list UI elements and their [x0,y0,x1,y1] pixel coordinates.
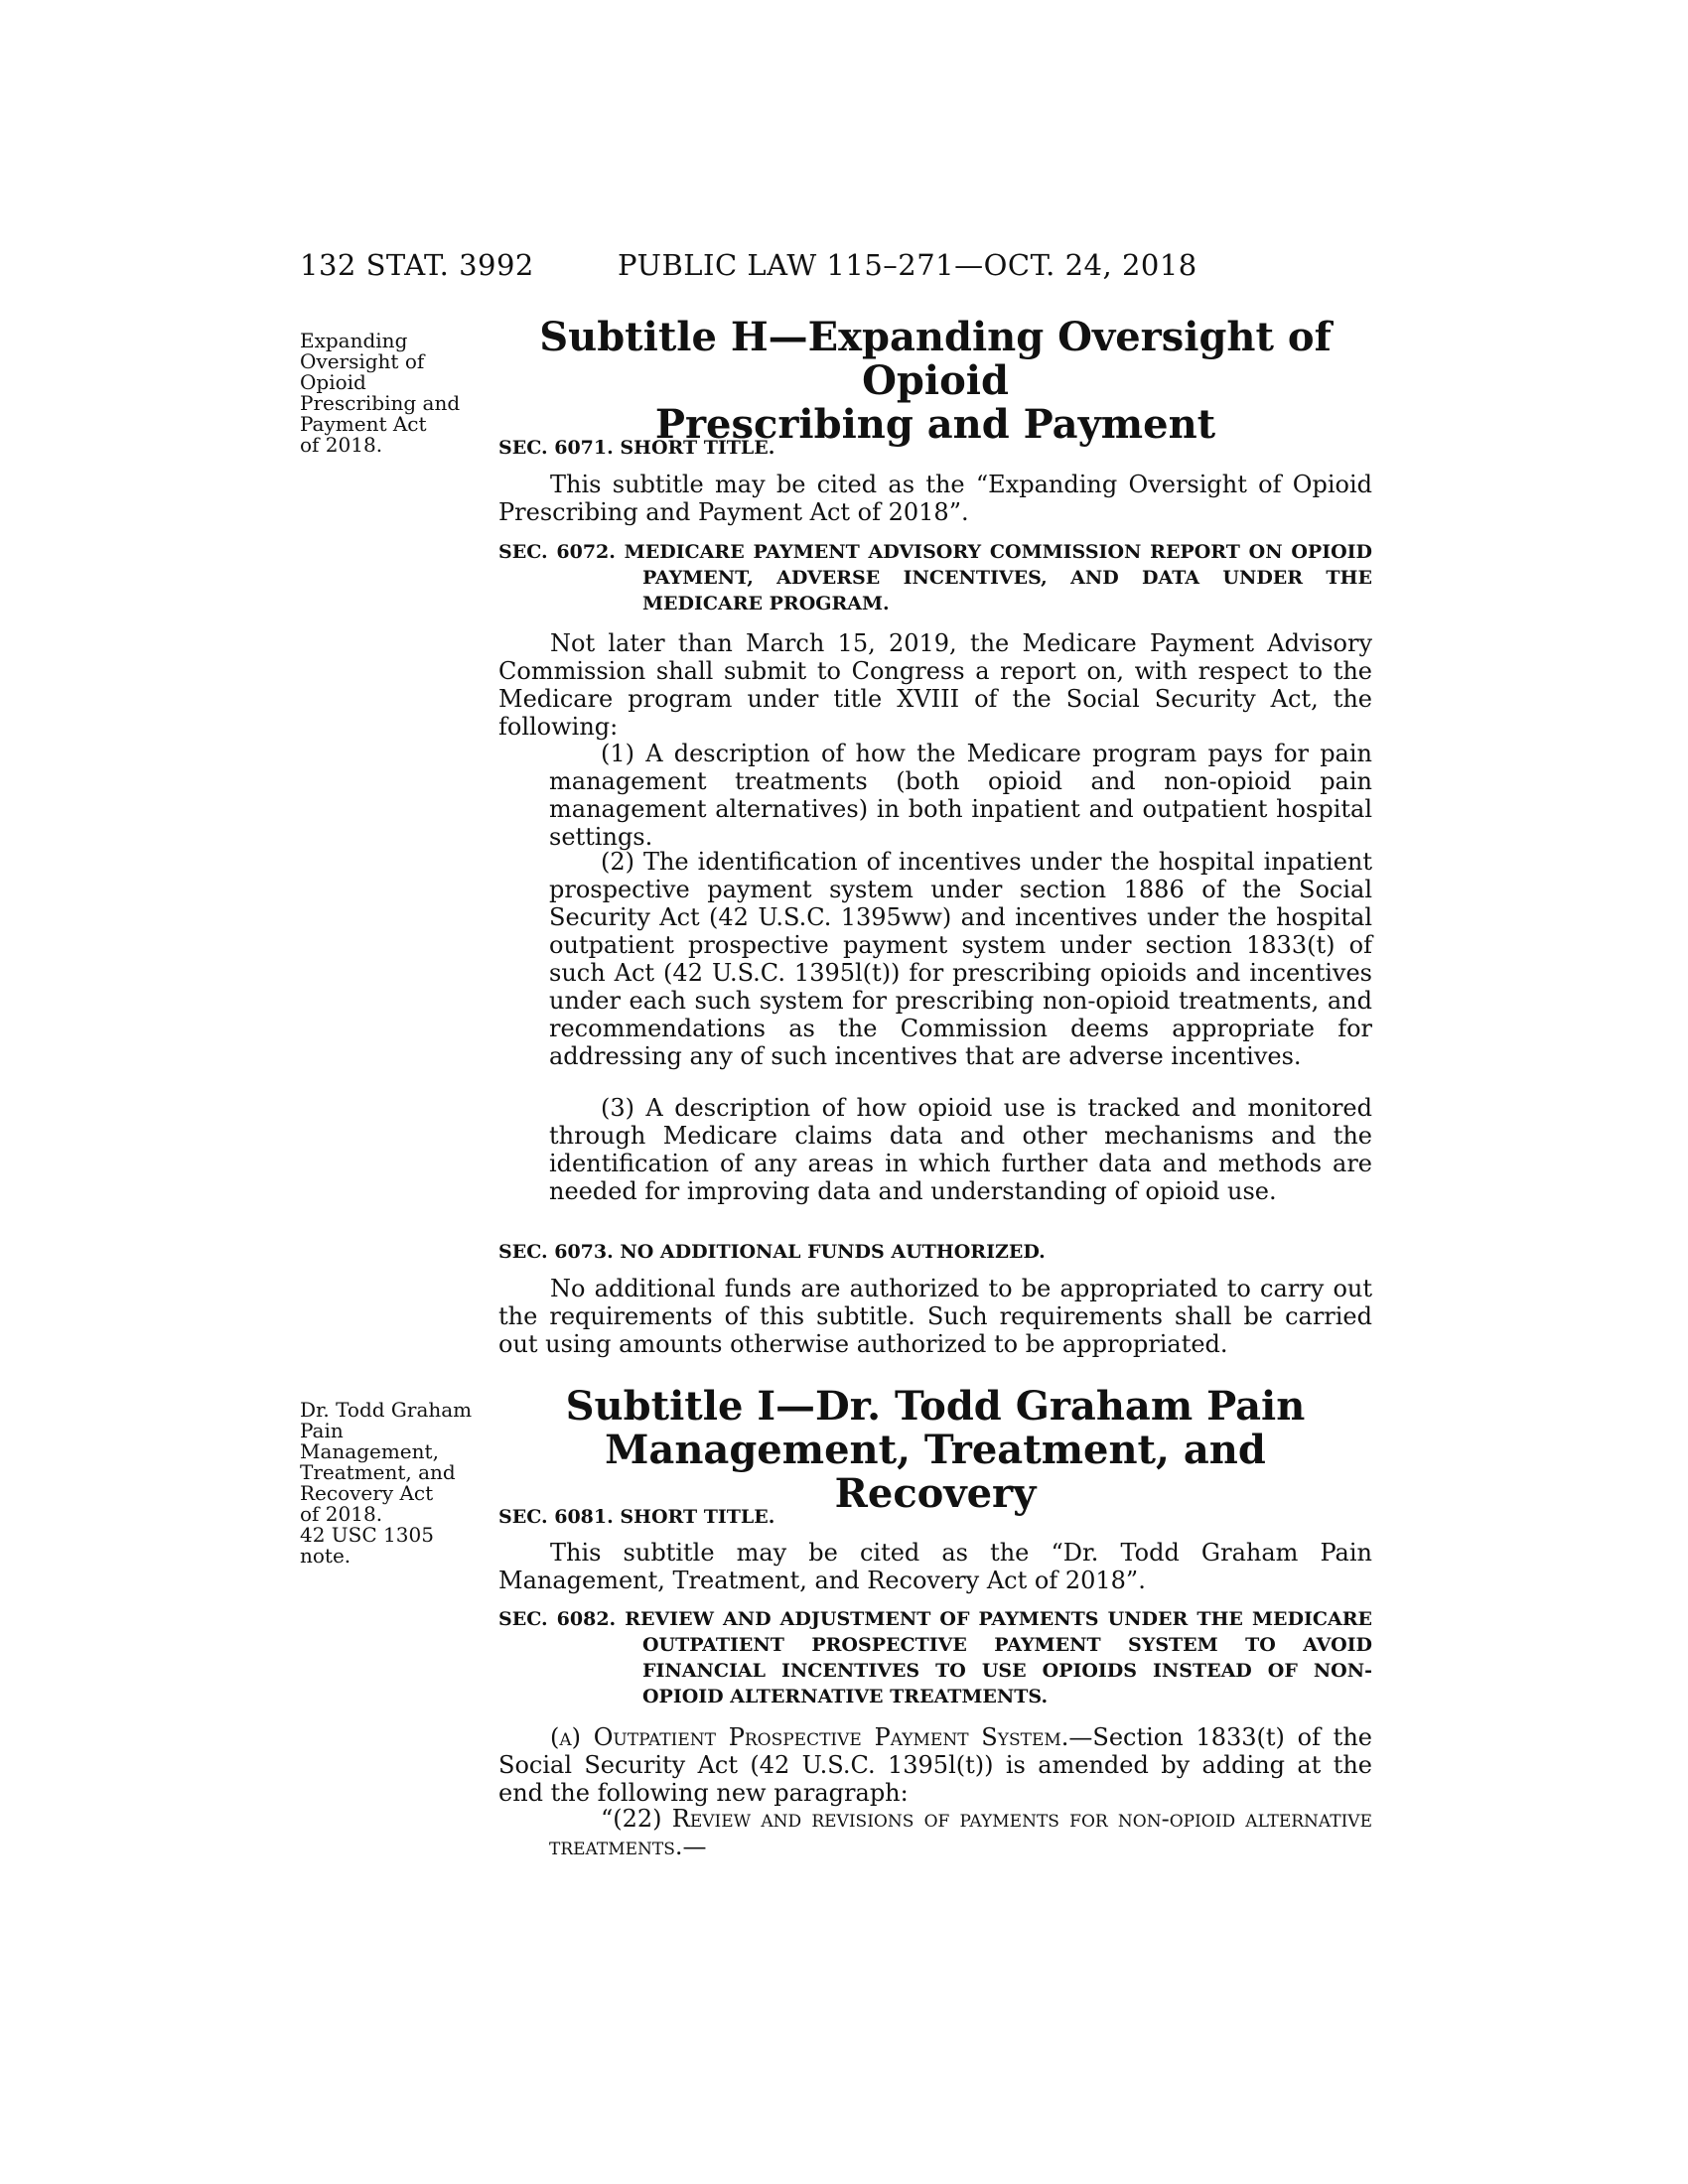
sec-6073-heading: SEC. 6073. NO ADDITIONAL FUNDS AUTHORIZED. [498,1241,1046,1263]
statute-page-number: 132 STAT. 3992 [300,248,534,282]
subtitle-i-heading: Subtitle I—Dr. Todd Graham Pain Management, Treatment, and Recovery [565,1383,1306,1517]
sec-6072-item-2: (2) The identification of incentives under the hospital inpatient prospective payment system under section 1886 of the Social Security Act (42 U.S.C. 1395ww) and incentives under the hospital outpatient prospective payment system under section 1833(t) of such Act (42 U.S.C. 1395l(t)) for prescribing opioids and incentives under each such system for prescribing non-opioid treatments, and recommendations as the Commission deems appropriate for addressing any of such incentives that are adverse incentives. [549,848,1372,1070]
sec-6072-item-3: (3) A description of how opioid use is tracked and monitored through Medicare claims data and other mechanisms and the identification of any areas in which further data and methods are needed for improving data and understanding of opioid use. [549,1094,1372,1205]
sec-6081-heading: SEC. 6081. SHORT TITLE. [498,1506,775,1528]
margin-note-subtitle-h: Expanding Oversight of Opioid Prescribing and Payment Act of 2018. [300,329,461,457]
sec-6071-text: This subtitle may be cited as the “Expanding Oversight of Opioid Prescribing and Payment Act of 2018”. [498,471,1372,526]
page-header [300,248,1392,288]
margin-note-subtitle-i: Dr. Todd Graham Pain Management, Treatment, and Recovery Act of 2018. 42 USC 1305 note. [300,1398,473,1568]
sec-6072-item-1: (1) A description of how the Medicare program pays for pain management treatments (both opioid and non-opioid pain management alternatives) in both inpatient and outpatient hospital settings. [549,740,1372,851]
subtitle-h-heading: Subtitle H—Expanding Oversight of Opioid Prescribing and Payment [539,314,1332,448]
sec-6082-heading: SEC. 6082. REVIEW AND ADJUSTMENT OF PAYMENTS UNDER THE MEDICARE OUTPATIENT PROSPECTIVE PAYMENT SYSTEM TO AVOID FINANCIAL INCENTIVES TO USE OPIOIDS INSTEAD OF NON-OPIOID ALTERNATIVE TREATMENTS. [498,1608,1372,1707]
paragraph-a-label: (a) Outpatient Prospective Payment System. [550,1723,1069,1751]
sec-6071-heading: SEC. 6071. SHORT TITLE. [498,437,775,459]
sec-6072-heading: SEC. 6072. MEDICARE PAYMENT ADVISORY COMMISSION REPORT ON OPIOID PAYMENT, ADVERSE INCENTIVES, AND DATA UNDER THE MEDICARE PROGRAM. [498,541,1372,614]
sec-6072-intro: Not later than March 15, 2019, the Medicare Payment Advisory Commission shall submit to Congress a report on, with respect to the Medicare program under title XVIII of the Social Security Act, the following: [498,629,1372,741]
paragraph-22-label: “(22) Review and revisions of payments for non-opioid alternative treatments. [549,1805,1372,1860]
sec-6082-paragraph-22 [549,1805,1372,1860]
paragraph-a-text: —Section 1833(t) of the Social Security Act (42 U.S.C. 1395l(t)) is amended by adding at the end the following new paragraph: [498,1723,1372,1807]
sec-6073-text: No additional funds are authorized to be appropriated to carry out the requirements of this subtitle. Such requirements shall be carried out using amounts otherwise authorized to be appropriated. [498,1275,1372,1358]
paragraph-22-dash: — [682,1833,707,1860]
sec-6082-paragraph-a [498,1723,1372,1807]
public-law-citation: PUBLIC LAW 115–271—OCT. 24, 2018 [618,248,1197,282]
sec-6081-text: This subtitle may be cited as the “Dr. Todd Graham Pain Management, Treatment, and Recovery Act of 2018”. [498,1539,1372,1594]
